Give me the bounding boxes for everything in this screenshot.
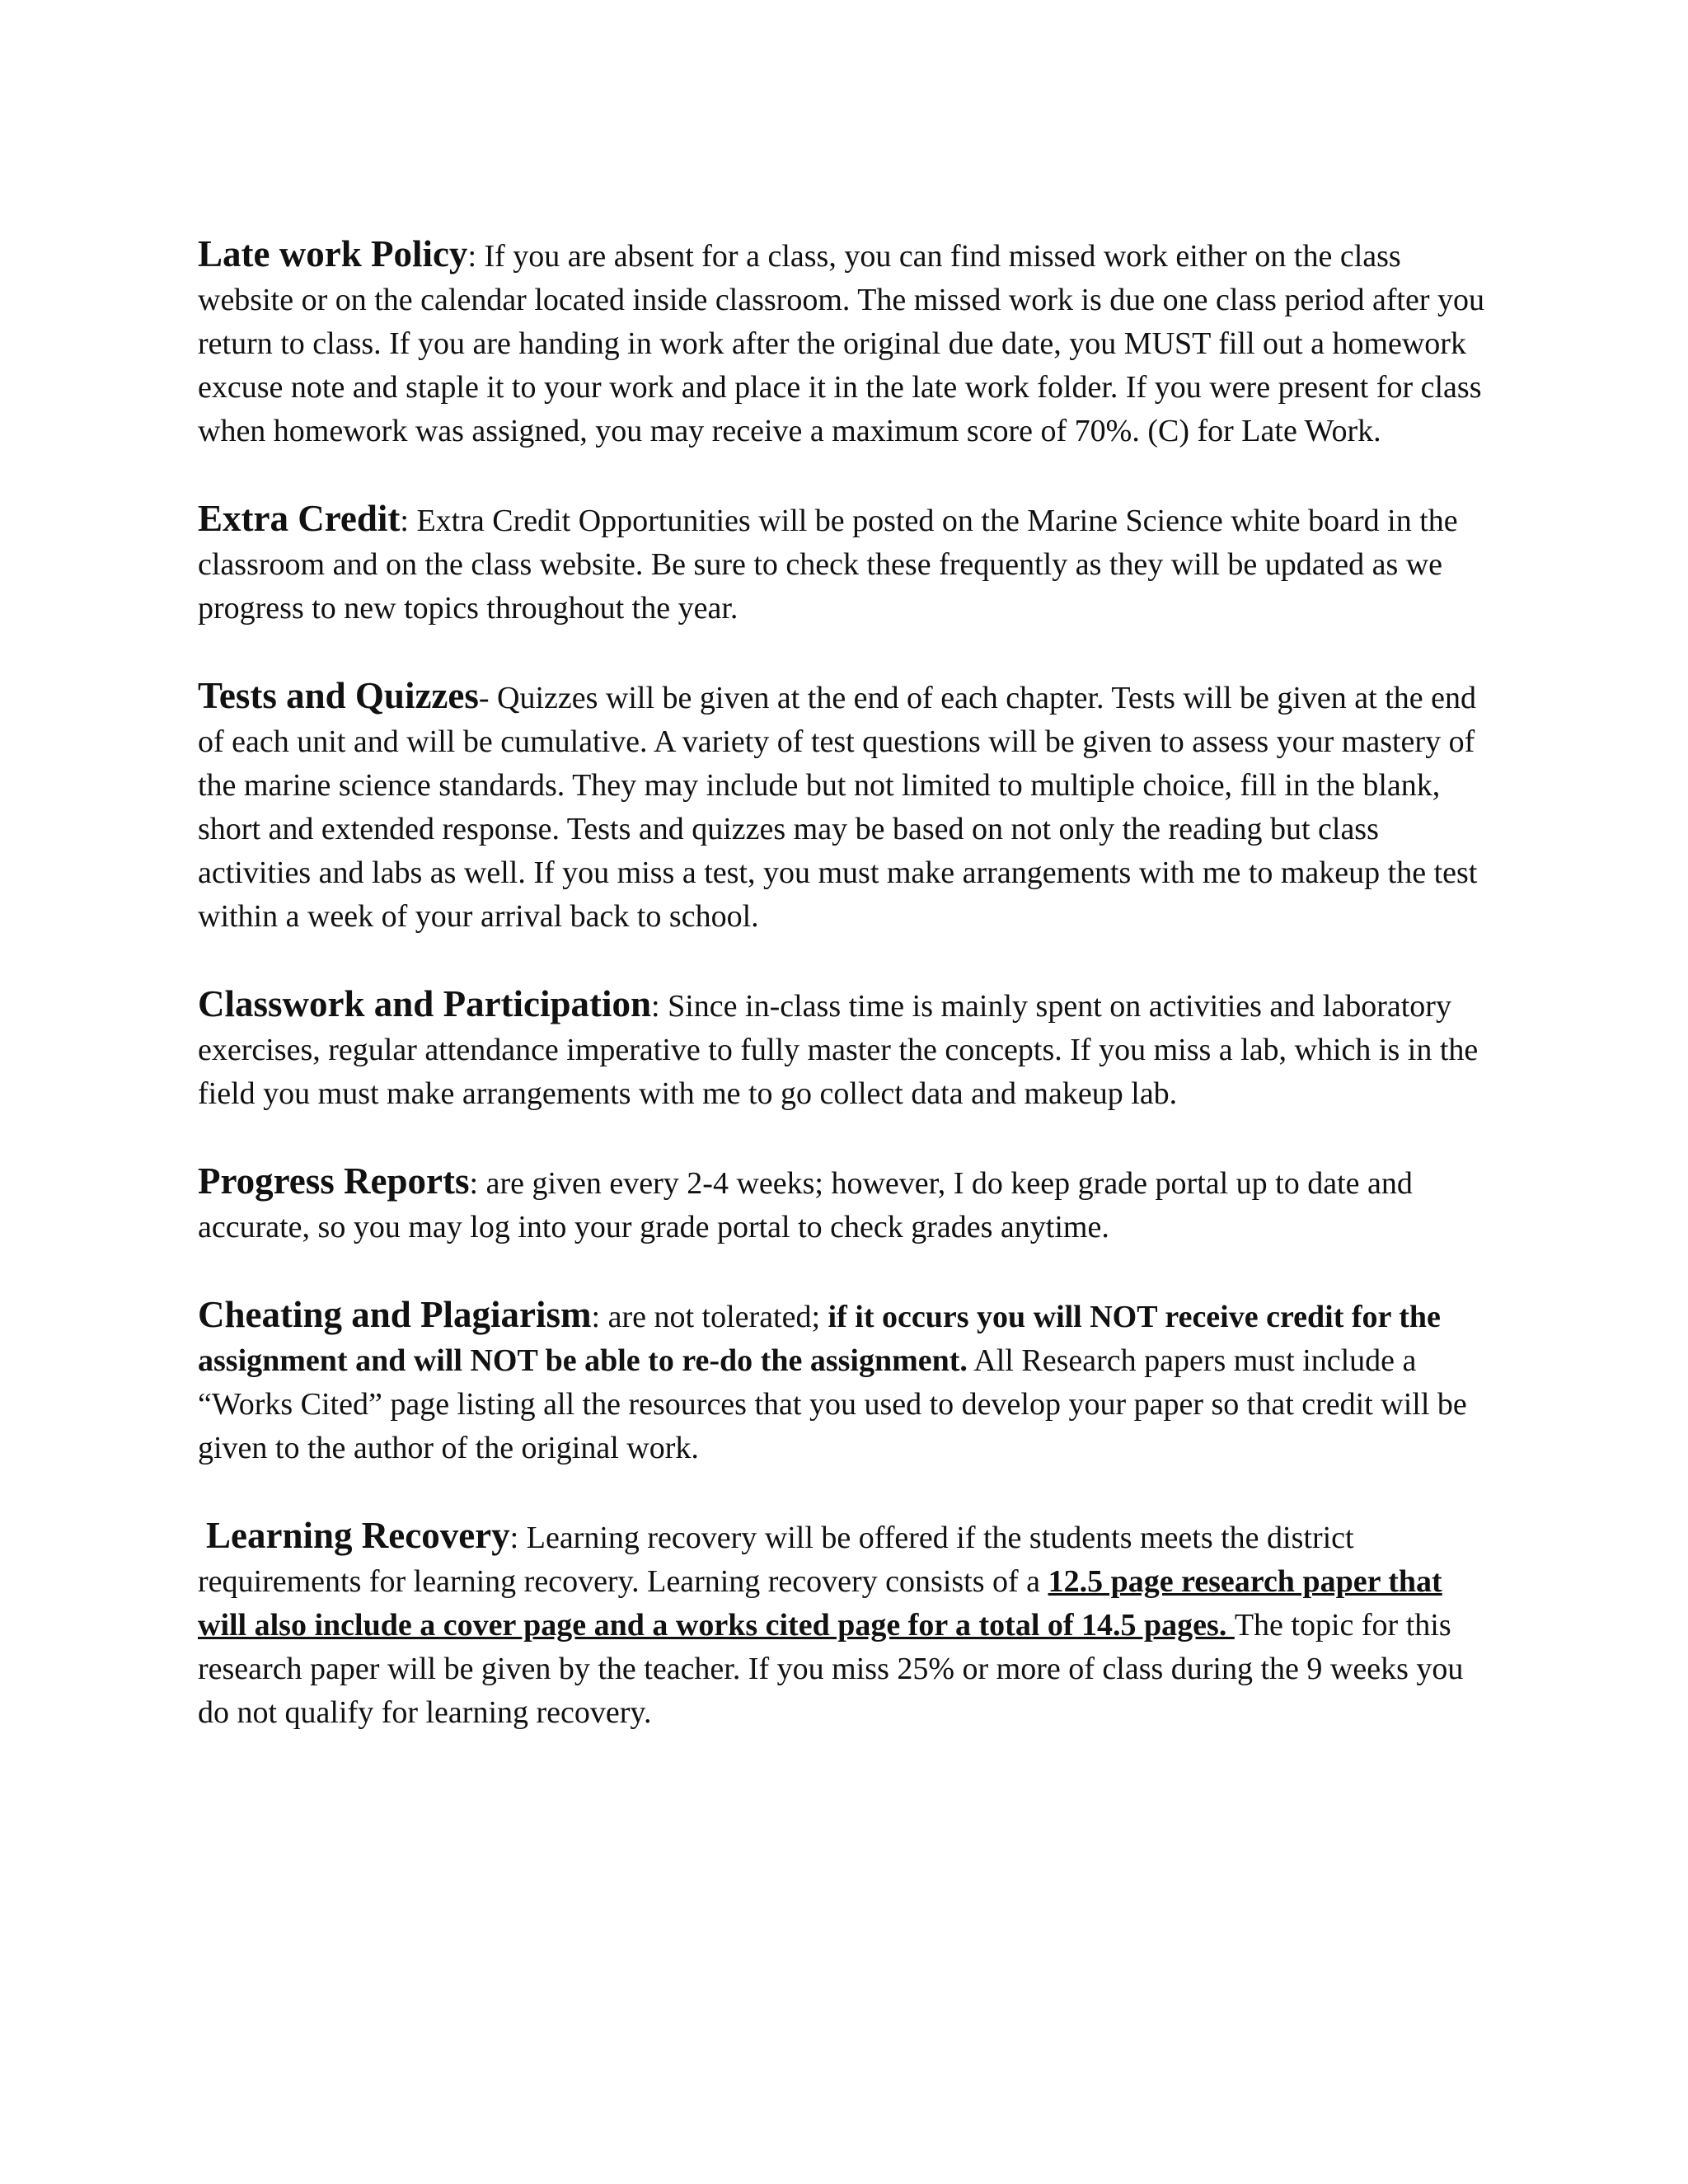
section-tests-and-quizzes — [198, 674, 1492, 939]
section-body: are not tolerated; — [607, 1300, 828, 1334]
section-separator: : — [469, 1166, 486, 1201]
section-separator: : — [509, 1521, 527, 1555]
section-body-bold: if it occurs you will NOT receive credit for the assignment and will NOT be able to re-do the assignment. — [198, 1300, 1441, 1378]
section-heading: Learning Recovery — [206, 1515, 510, 1556]
section-heading: Tests and Quizzes — [198, 675, 479, 716]
section-classwork-and-participation — [198, 982, 1492, 1116]
section-separator: : — [467, 239, 485, 274]
section-extra-credit — [198, 497, 1492, 630]
section-body: If you are absent for a class, you can find missed work either on the class website or on the calendar located inside classroom. The missed work is due one class period after you return to class. If you are handing in work after the original due date, you MUST fill out a homework excuse note and staple it to your work and place it in the late work folder. If you were present for class when homework was assigned, you may receive a maximum score of 70%. (C) for Late Work. — [198, 239, 1485, 448]
section-separator: : — [591, 1300, 608, 1334]
section-heading: Late work Policy — [198, 233, 468, 274]
section-learning-recovery — [198, 1514, 1492, 1735]
section-heading: Extra Credit — [198, 498, 401, 539]
section-heading: Cheating and Plagiarism — [198, 1294, 592, 1335]
section-body: All Research papers must include a “Works Cited” page listing all the resources that you used to develop your paper so that credit will be given to the author of the original work. — [198, 1343, 1467, 1465]
section-body: The topic for this research paper will be given by the teacher. If you miss 25% or more of class during the 9 weeks you do not qualify for learning recovery. — [198, 1608, 1464, 1730]
section-body: Since in-class time is mainly spent on activities and laboratory exercises, regular attendance imperative to fully master the concepts. If you miss a lab, which is in the field you must make arrangements with me to go collect data and makeup lab. — [198, 989, 1479, 1111]
section-heading: Progress Reports — [198, 1160, 470, 1202]
section-cheating-and-plagiarism — [198, 1293, 1492, 1470]
section-body: are given every 2-4 weeks; however, I do keep grade portal up to date and accurate, so you may log into your grade portal to check grades anytime. — [198, 1166, 1413, 1244]
document-page — [198, 232, 1492, 1779]
section-separator: - — [478, 681, 498, 715]
section-body-bold-underline: 12.5 page research paper that will also include a cover page and a works cited page for a total of 14.5 pages. — [198, 1564, 1442, 1643]
section-separator: : — [651, 989, 668, 1024]
section-separator: : — [400, 504, 417, 538]
section-progress-reports — [198, 1160, 1492, 1249]
section-late-work-policy — [198, 232, 1492, 453]
section-body: Quizzes will be given at the end of each chapter. Tests will be given at the end of each unit and will be cumulative. A variety of test questions will be given to assess your mastery of the marine science standards. They may include but not limited to multiple choice, fill in the blank, short and extended response. Tests and quizzes may be based on not only the reading but class activities and labs as well. If you miss a test, you must make arrangements with me to makeup the test within a week of your arrival back to school. — [198, 681, 1478, 934]
section-body: Extra Credit Opportunities will be posted on the Marine Science white board in the classroom and on the class website. Be sure to check these frequently as they will be updated as we progress to new topics throughout the year. — [198, 504, 1458, 626]
section-heading: Classwork and Participation — [198, 983, 652, 1024]
section-body: Learning recovery will be offered if the students meets the district requirements for learning recovery. Learning recovery consists of a — [198, 1521, 1354, 1599]
